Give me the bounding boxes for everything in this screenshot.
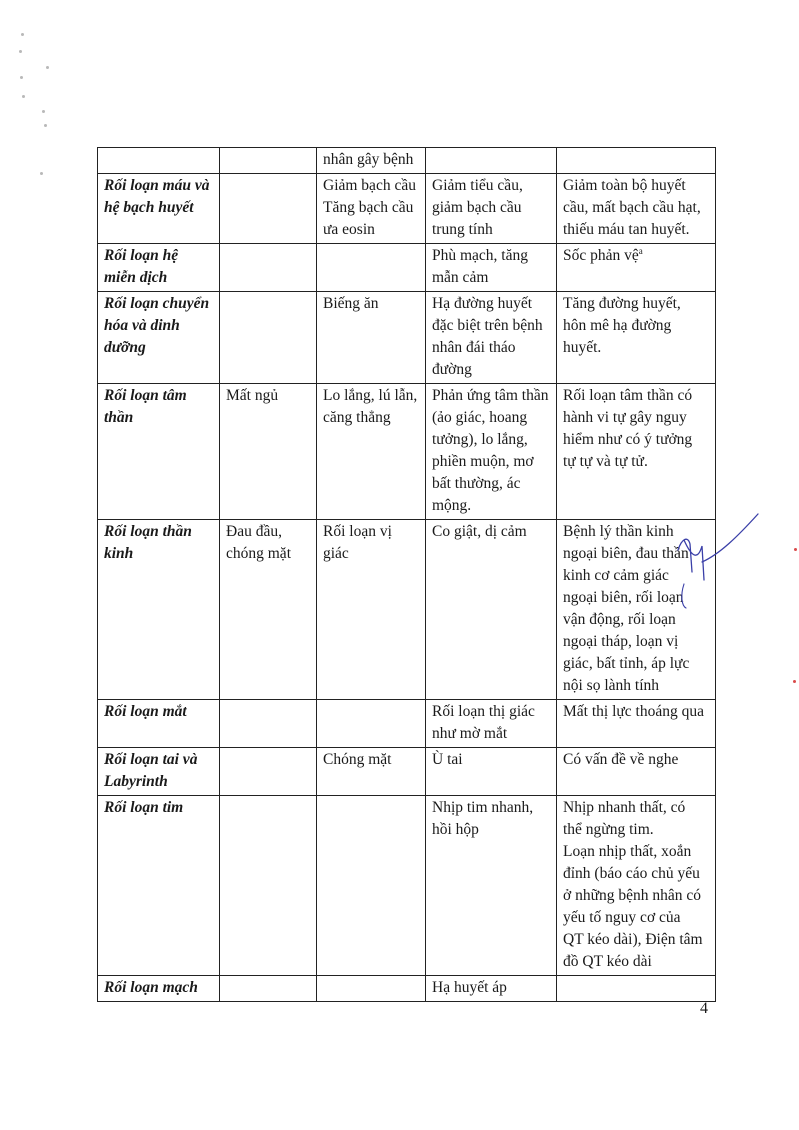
frequency-very-rare-cell [557, 520, 716, 700]
cell-line: Rối loạn thị giác [432, 703, 535, 720]
cell-line: Rối loạn tim [104, 799, 184, 816]
organ-class-cell [98, 796, 220, 976]
frequency-common-cell [220, 976, 317, 1002]
cell-line: huyết. [563, 339, 602, 356]
cell-line: Mất thị lực thoáng qua [563, 703, 704, 720]
table-row [98, 174, 716, 244]
scan-speck [40, 172, 43, 175]
cell-line: Tăng đường huyết, [563, 295, 681, 312]
cell-line: cầu, mất bạch cầu hạt, [563, 199, 701, 216]
cell-line: Nhịp tim nhanh, [432, 799, 534, 816]
cell-line: Giảm toàn bộ huyết [563, 177, 686, 194]
cell-line: Bệnh lý thần kinh [563, 523, 674, 540]
frequency-uncommon-cell [317, 148, 426, 174]
cell-line: đồ QT kéo dài [563, 953, 652, 970]
page-number: 4 [700, 1000, 708, 1017]
frequency-common-cell [220, 244, 317, 292]
frequency-very-rare-cell [557, 384, 716, 520]
cell-line: hôn mê hạ đường [563, 317, 672, 334]
frequency-common-cell [220, 796, 317, 976]
cell-line: dưỡng [104, 339, 146, 356]
organ-class-cell [98, 976, 220, 1002]
cell-line: ngoại biên, đau thần [563, 545, 689, 562]
frequency-rare-cell [426, 796, 557, 976]
table-row [98, 748, 716, 796]
table-row [98, 292, 716, 384]
table-body [98, 148, 716, 1002]
frequency-uncommon-cell [317, 244, 426, 292]
cell-line: Biếng ăn [323, 295, 379, 312]
cell-line: kinh [104, 545, 134, 562]
cell-line: ngoại tháp, loạn vị [563, 633, 679, 650]
footnote-marker: a [638, 245, 643, 256]
frequency-common-cell [220, 174, 317, 244]
cell-line: nhân gây bệnh [323, 151, 414, 168]
frequency-rare-cell [426, 244, 557, 292]
cell-line: chóng mặt [226, 545, 291, 562]
organ-class-cell [98, 748, 220, 796]
cell-line: tự tự và tự tử. [563, 453, 648, 470]
cell-line: Tăng bạch cầu [323, 199, 414, 216]
cell-line: Rối loạn máu và [104, 177, 210, 194]
table-row [98, 796, 716, 976]
cell-line: Rối loạn tâm [104, 387, 187, 404]
table-row [98, 520, 716, 700]
frequency-rare-cell [426, 520, 557, 700]
cell-line: Rối loạn mắt [104, 703, 187, 720]
scan-speck [21, 33, 24, 36]
scan-speck [19, 50, 22, 53]
frequency-uncommon-cell [317, 292, 426, 384]
frequency-rare-cell [426, 700, 557, 748]
table-row [98, 700, 716, 748]
cell-line: Rối loạn vị [323, 523, 392, 540]
frequency-uncommon-cell [317, 384, 426, 520]
cell-line: Phù mạch, tăng [432, 247, 528, 264]
cell-line: Đau đầu, [226, 523, 282, 540]
cell-line: Loạn nhịp thất, xoắn [563, 843, 692, 860]
scan-speck [794, 548, 797, 551]
frequency-common-cell [220, 148, 317, 174]
cell-line: QT kéo dài), Điện tâm [563, 931, 703, 948]
frequency-rare-cell [426, 148, 557, 174]
cell-line: mẫn cảm [432, 269, 489, 286]
cell-line: thần [104, 409, 134, 426]
frequency-very-rare-cell [557, 292, 716, 384]
cell-line: như mờ mắt [432, 725, 508, 742]
cell-line: Ù tai [432, 751, 463, 768]
frequency-uncommon-cell [317, 748, 426, 796]
frequency-very-rare-cell [557, 174, 716, 244]
cell-line: tưởng), lo lắng, [432, 431, 528, 448]
cell-line: yếu tố nguy cơ của [563, 909, 681, 926]
organ-class-cell [98, 384, 220, 520]
cell-line: ưa eosin [323, 221, 375, 238]
cell-line: miễn dịch [104, 269, 168, 286]
organ-class-cell [98, 700, 220, 748]
frequency-very-rare-cell [557, 796, 716, 976]
cell-line: đặc biệt trên bệnh [432, 317, 543, 334]
cell-line: Rối loạn tai và [104, 751, 198, 768]
table-row [98, 148, 716, 174]
organ-class-cell [98, 520, 220, 700]
frequency-very-rare-cell [557, 244, 716, 292]
cell-line: Rối loạn hệ [104, 247, 179, 264]
frequency-uncommon-cell [317, 700, 426, 748]
cell-line: Rối loạn tâm thần có [563, 387, 693, 404]
scan-speck [46, 66, 49, 69]
frequency-common-cell [220, 292, 317, 384]
cell-line: thiếu máu tan huyết. [563, 221, 690, 238]
cell-line: giác, bất tỉnh, áp lực [563, 655, 690, 672]
organ-class-cell [98, 148, 220, 174]
cell-line: Có vấn đề về nghe [563, 751, 679, 768]
cell-line: Nhịp nhanh thất, có [563, 799, 686, 816]
cell-line: hệ bạch huyết [104, 199, 194, 216]
cell-line: Co giật, dị cảm [432, 523, 527, 540]
cell-line: Rối loạn thần [104, 523, 192, 540]
frequency-rare-cell [426, 292, 557, 384]
frequency-uncommon-cell [317, 174, 426, 244]
cell-line: ngoại biên, rối loạn [563, 589, 684, 606]
cell-line: Rối loạn mạch [104, 979, 198, 996]
cell-line: trung tính [432, 221, 493, 238]
frequency-common-cell [220, 748, 317, 796]
scan-speck [44, 124, 47, 127]
frequency-very-rare-cell [557, 976, 716, 1002]
cell-line: đường [432, 361, 472, 378]
cell-line: hiểm như có ý tưởng [563, 431, 693, 448]
cell-line: Rối loạn chuyển [104, 295, 210, 312]
scan-speck [20, 76, 23, 79]
frequency-common-cell [220, 384, 317, 520]
cell-line: Labyrinth [104, 773, 168, 790]
table-row [98, 244, 716, 292]
cell-line: giác [323, 545, 349, 562]
frequency-common-cell [220, 520, 317, 700]
cell-line: căng thẳng [323, 409, 391, 426]
cell-line: Sốc phản vệ$^a$ [563, 245, 643, 264]
cell-line: Hạ đường huyết [432, 295, 533, 312]
cell-line: vận động, rối loạn [563, 611, 676, 628]
cell-line: ở những bệnh nhân có [563, 887, 701, 904]
frequency-rare-cell [426, 748, 557, 796]
cell-line: bất thường, ác [432, 475, 521, 492]
cell-line: Phản ứng tâm thần [432, 387, 549, 404]
cell-line: Giảm bạch cầu [323, 177, 416, 194]
cell-line: Lo lắng, lú lẫn, [323, 387, 418, 404]
adverse-reactions-table [97, 147, 716, 1002]
cell-line: kinh cơ cảm giác [563, 567, 669, 584]
cell-line: thể ngừng tim. [563, 821, 654, 838]
cell-line: Giảm tiểu cầu, [432, 177, 523, 194]
cell-line: (ảo giác, hoang [432, 409, 528, 426]
frequency-rare-cell [426, 384, 557, 520]
frequency-uncommon-cell [317, 796, 426, 976]
cell-line: hành vi tự gây nguy [563, 409, 687, 426]
cell-line: nội sọ lành tính [563, 677, 660, 694]
organ-class-cell [98, 244, 220, 292]
frequency-common-cell [220, 700, 317, 748]
scan-speck [793, 680, 796, 683]
frequency-uncommon-cell [317, 976, 426, 1002]
cell-line: giảm bạch cầu [432, 199, 522, 216]
cell-line: phiền muộn, mơ [432, 453, 534, 470]
table-row [98, 976, 716, 1002]
frequency-rare-cell [426, 174, 557, 244]
frequency-uncommon-cell [317, 520, 426, 700]
frequency-very-rare-cell [557, 700, 716, 748]
scan-speck [42, 110, 45, 113]
cell-line: Mất ngủ [226, 387, 279, 404]
cell-line: mộng. [432, 497, 472, 514]
cell-line: hóa và dinh [104, 317, 180, 334]
organ-class-cell [98, 174, 220, 244]
cell-line: đỉnh (báo cáo chủ yếu [563, 865, 700, 882]
frequency-rare-cell [426, 976, 557, 1002]
frequency-very-rare-cell [557, 748, 716, 796]
organ-class-cell [98, 292, 220, 384]
cell-line: hồi hộp [432, 821, 479, 838]
table-row [98, 384, 716, 520]
cell-line: Hạ huyết áp [432, 979, 507, 996]
cell-line: Chóng mặt [323, 751, 392, 768]
scan-speck [22, 95, 25, 98]
frequency-very-rare-cell [557, 148, 716, 174]
cell-line: nhân đái tháo [432, 339, 516, 356]
